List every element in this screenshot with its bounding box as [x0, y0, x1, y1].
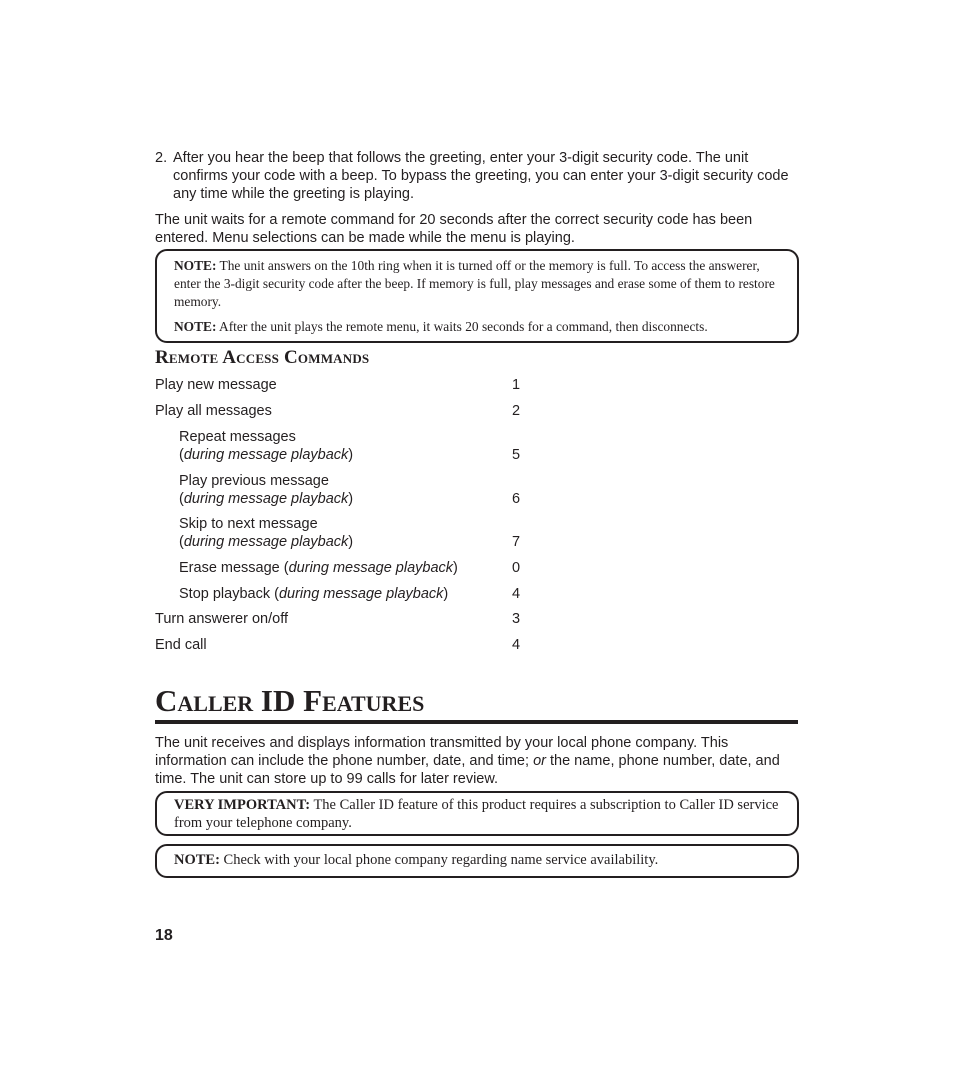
step-number: 2.: [155, 150, 168, 166]
note-1: [174, 257, 787, 311]
command-label: Play previous message: [179, 473, 329, 489]
step-2: [155, 149, 795, 203]
command-code: 4: [512, 637, 521, 653]
note-text: After the unit plays the remote menu, it waits 20 seconds for a command, then disconnects.: [219, 319, 708, 334]
command-row: Stop playback (during message playback) 4: [179, 586, 521, 602]
command-label: Repeat messages: [179, 429, 296, 445]
command-code: 2: [512, 403, 521, 419]
command-row: Play previous message (during message playback) 6: [179, 473, 521, 507]
note-text: The unit answers on the 10th ring when it is turned off or the memory is full. To access the answerer, enter the 3-digit security code after the beep. If memory is full, play messages and erase some of them to restore memory.: [174, 258, 775, 309]
remote-access-heading: Remote Access Commands: [155, 347, 370, 368]
note-box: [155, 844, 799, 878]
page-number: 18: [155, 927, 173, 944]
command-code: 1: [512, 377, 521, 393]
note-box: [155, 249, 799, 343]
note-text: Check with your local phone company regarding name service availability.: [223, 852, 659, 868]
caller-id-intro: The unit receives and displays information transmitted by your local phone company. This information can include the phone number, date, and time; or the name, phone number, date, and time. The unit can store up to 99 calls for later review.: [155, 735, 780, 787]
note-label: NOTE:: [174, 319, 217, 334]
step-text: After you hear the beep that follows the greeting, enter your 3-digit security code. The unit confirms your code with a beep. To bypass the greeting, you can enter your 3-digit security code any time while the greeting is playing.: [173, 150, 789, 202]
command-label: Turn answerer on/off: [155, 611, 288, 627]
command-label: Stop playback: [179, 586, 271, 602]
command-row: Repeat messages (during message playback) 5: [179, 429, 521, 463]
important-label: VERY IMPORTANT:: [174, 797, 311, 813]
command-row: [155, 610, 521, 628]
command-code: 6: [512, 491, 521, 507]
note-2: [174, 318, 787, 336]
or-emphasis: or: [533, 753, 546, 769]
command-qualifier: during message playback: [183, 491, 349, 507]
command-row: [155, 376, 521, 394]
command-label: Play new message: [155, 377, 277, 393]
note-label: NOTE:: [174, 258, 217, 273]
command-row: [155, 636, 521, 654]
command-row: Skip to next message (during message playback) 7: [179, 516, 521, 550]
command-code: 5: [512, 447, 521, 463]
caller-id-heading: Caller ID Features: [155, 683, 425, 718]
command-label: End call: [155, 637, 207, 653]
important-box: [155, 791, 799, 836]
command-qualifier: during message playback: [288, 560, 454, 576]
note-label: NOTE:: [174, 852, 220, 868]
wait-paragraph: The unit waits for a remote command for 20 seconds after the correct security code has been entered. Menu selections can be made while the menu is playing.: [155, 212, 753, 246]
command-qualifier: during message playback: [183, 534, 349, 550]
command-code: 3: [512, 611, 521, 627]
command-row: Erase message (during message playback) 0: [179, 560, 521, 576]
command-label: Skip to next message: [179, 516, 318, 532]
command-code: 7: [512, 534, 521, 550]
command-code: 0: [512, 560, 521, 576]
command-code: 4: [512, 586, 521, 602]
important-text: The Caller ID feature of this product requires a subscription to Caller ID service from your telephone company.: [174, 797, 779, 831]
command-qualifier: during message playback: [278, 586, 444, 602]
command-label: Play all messages: [155, 403, 272, 419]
command-row: [155, 402, 521, 420]
command-label: Erase message: [179, 560, 280, 576]
command-qualifier: during message playback: [183, 447, 349, 463]
heading-rule: [155, 720, 798, 724]
